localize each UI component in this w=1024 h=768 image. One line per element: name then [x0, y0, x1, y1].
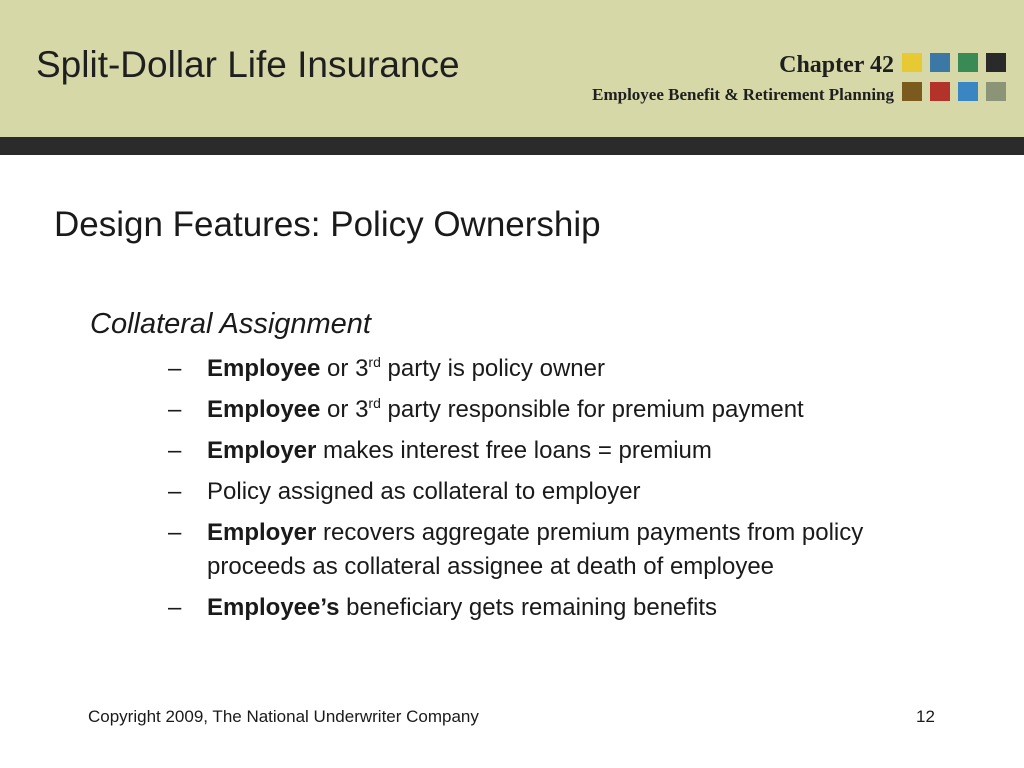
- dash-marker: –: [168, 594, 182, 621]
- swatch-6: [930, 82, 950, 101]
- bullet-bold: Employer: [207, 519, 317, 546]
- chapter-label: Chapter 42: [779, 52, 894, 78]
- bullet-item: [160, 393, 940, 427]
- bullet-list: [160, 352, 940, 632]
- bullet-text: Policy assigned as collateral to employer: [207, 478, 641, 505]
- bullet-bold: Employee: [207, 396, 321, 423]
- swatch-3: [958, 53, 978, 72]
- dash-marker: –: [168, 355, 182, 382]
- bullet-text: party responsible for premium payment: [380, 396, 804, 423]
- dash-marker: –: [168, 519, 182, 546]
- bullet-text: makes interest free loans = premium: [316, 437, 712, 464]
- bullet-text: or 3: [320, 355, 369, 382]
- footer-copyright: Copyright 2009, The National Underwriter Company: [88, 707, 479, 726]
- bullet-item: [160, 352, 940, 386]
- bullet-bold: Employee’s: [207, 594, 340, 621]
- swatch-2: [930, 53, 950, 72]
- slide-heading: Design Features: Policy Ownership: [54, 205, 601, 244]
- dash-marker: –: [168, 437, 182, 464]
- bullet-text: recovers aggregate premium payments from policy proceeds as collateral assignee at death of employee: [207, 519, 864, 580]
- deck-title: Split-Dollar Life Insurance: [36, 44, 460, 85]
- header-band: [0, 0, 1024, 137]
- bullet-bold: Employer: [207, 437, 317, 464]
- book-subtitle: Employee Benefit & Retirement Planning: [592, 85, 894, 104]
- bullet-item: [160, 434, 940, 468]
- dash-marker: –: [168, 478, 182, 505]
- bullet-text: or 3: [320, 396, 369, 423]
- section-label: Collateral Assignment: [90, 308, 371, 340]
- bullet-item: [160, 516, 940, 584]
- swatch-1: [902, 53, 922, 72]
- bullet-bold: Employee: [207, 355, 321, 382]
- swatch-5: [902, 82, 922, 101]
- header-divider-bar: [0, 137, 1024, 155]
- dash-marker: –: [168, 396, 182, 423]
- ordinal-suffix: rd: [368, 395, 381, 411]
- bullet-item: [160, 591, 940, 625]
- color-swatch-logo: [902, 53, 1006, 103]
- swatch-8: [986, 82, 1006, 101]
- bullet-text: party is policy owner: [380, 355, 605, 382]
- page-number: 12: [916, 707, 935, 726]
- ordinal-suffix: rd: [368, 354, 381, 370]
- bullet-text: beneficiary gets remaining benefits: [339, 594, 718, 621]
- swatch-4: [986, 53, 1006, 72]
- swatch-7: [958, 82, 978, 101]
- bullet-item: [160, 475, 940, 509]
